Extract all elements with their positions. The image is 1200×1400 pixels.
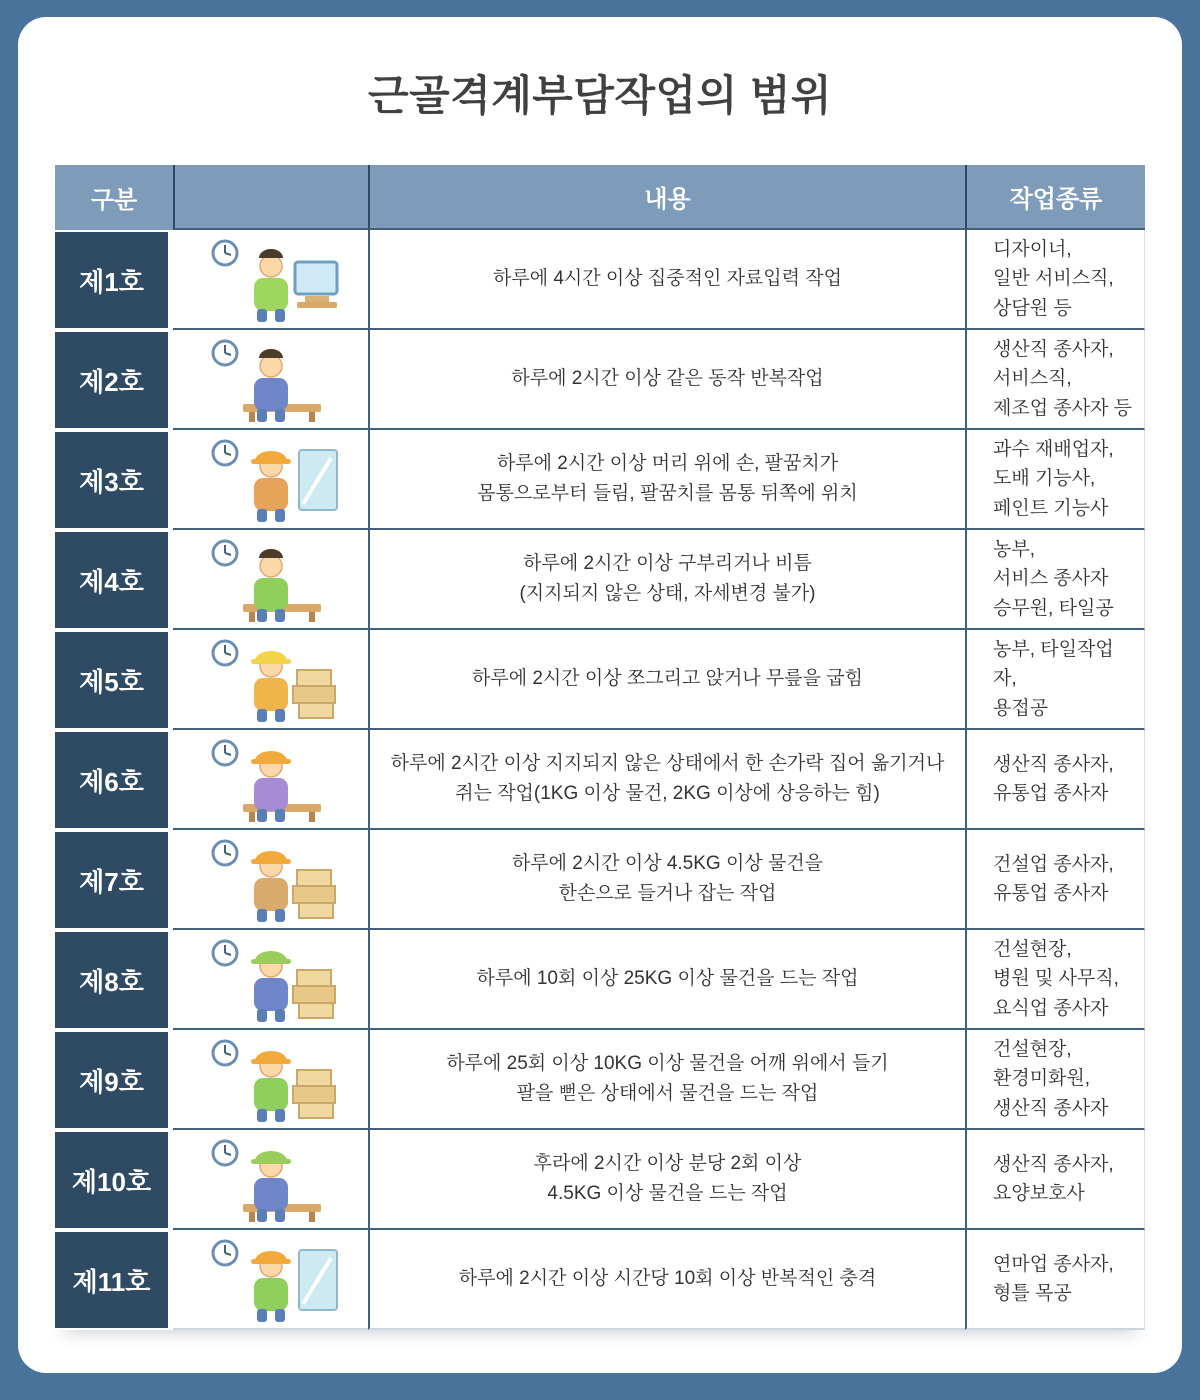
content-cell: [368, 530, 965, 630]
job-line: 서비스직,: [993, 368, 1072, 390]
column-header-3: 작업종류: [965, 165, 1145, 230]
job-line: 페인트 기능사: [993, 497, 1109, 519]
job-line: 환경미화원,: [993, 1068, 1091, 1090]
table-row: [55, 1030, 1145, 1130]
job-line: 병원 및 사무직,: [993, 968, 1119, 990]
table-row: [55, 630, 1145, 730]
table-row: [55, 1230, 1145, 1330]
job-line: 생산직 종사자,: [993, 1153, 1114, 1175]
content-cell: [368, 1130, 965, 1230]
table-row: [55, 930, 1145, 1030]
row-number-cell: 제7호: [55, 832, 168, 928]
table-row: [55, 730, 1145, 830]
row-number-cell: 제4호: [55, 532, 168, 628]
content-line: 하루에 2시간 이상 4.5KG 이상 물건을: [511, 852, 824, 874]
job-line: 생산직 종사자: [993, 1097, 1109, 1119]
content-line: 쥐는 작업(1KG 이상 물건, 2KG 이상에 상응하는 힘): [455, 783, 880, 804]
table-row: [55, 230, 1145, 330]
job-line: 건설현장,: [993, 938, 1072, 960]
job-line: 일반 서비스직,: [993, 268, 1114, 290]
job-line: 서비스 종사자: [993, 568, 1109, 590]
row-number-cell: 제1호: [55, 232, 168, 328]
row-number-cell: 제3호: [55, 432, 168, 528]
job-line: 연마업 종사자,: [993, 1253, 1114, 1275]
job-line: 과수 재배업자,: [993, 438, 1114, 460]
content-cell: [368, 330, 965, 430]
jobs-cell: [965, 330, 1145, 430]
content-line: 하루에 2시간 이상 지지되지 않은 상태에서 한 손가락 집어 옮기거나: [390, 752, 945, 774]
job-line: 제조업 종사자 등: [993, 397, 1133, 419]
column-header-0: 구분: [55, 165, 173, 230]
jobs-cell: [965, 730, 1145, 830]
page-title: 근골격계부담작업의 범위: [368, 72, 832, 119]
content-cell: [368, 930, 965, 1030]
jobs-cell: [965, 530, 1145, 630]
content-line: (지지되지 않은 상태, 자세변경 불가): [519, 583, 816, 604]
job-line: 건설현장,: [993, 1038, 1072, 1060]
worker-pushing-panel-icon: [173, 1230, 368, 1330]
content-line: 한손으로 들거나 잡는 작업: [558, 883, 777, 904]
job-line: 생산직 종사자,: [993, 338, 1114, 360]
job-line: 용접공: [993, 697, 1049, 719]
burden-work-table: [55, 165, 1145, 1330]
person-painting-ceiling-icon: [173, 430, 368, 530]
row-number-cell: 제5호: [55, 632, 168, 728]
person-bending-over-desk-icon: [173, 530, 368, 630]
row-number-cell: 제10호: [55, 1132, 168, 1228]
table-row: [55, 1130, 1145, 1230]
content-cell: [368, 230, 965, 330]
column-header-1: [173, 165, 368, 230]
worker-carrying-boxes-icon: [173, 930, 368, 1030]
content-line: 후라에 2시간 이상 분당 2회 이상: [533, 1152, 802, 1174]
content-line: 하루에 2시간 이상 쪼그리고 앉거나 무릎을 굽힘: [472, 667, 863, 689]
content-line: 하루에 2시간 이상 시간당 10회 이상 반복적인 충격: [458, 1267, 877, 1289]
content-line: 하루에 25회 이상 10KG 이상 물건을 어깨 위에서 들기: [446, 1052, 889, 1074]
content-line: 하루에 2시간 이상 같은 동작 반복작업: [511, 367, 824, 389]
jobs-cell: [965, 230, 1145, 330]
job-line: 건설업 종사자,: [993, 853, 1114, 875]
content-cell: [368, 730, 965, 830]
content-line: 하루에 10회 이상 25KG 이상 물건을 드는 작업: [476, 967, 859, 989]
worker-lifting-box-overhead-icon: [173, 1030, 368, 1130]
job-line: 도배 기능사,: [993, 468, 1096, 490]
table-row: [55, 530, 1145, 630]
job-line: 유통업 종사자: [993, 783, 1109, 804]
table-body: [55, 230, 1145, 1330]
row-number-cell: 제11호: [55, 1232, 168, 1328]
job-line: 요양보호사: [993, 1183, 1085, 1204]
content-line: 팔을 뻗은 상태에서 물건을 드는 작업: [516, 1083, 819, 1104]
table-row: [55, 830, 1145, 930]
content-cell: [368, 630, 965, 730]
content-card: [18, 17, 1182, 1373]
content-line: 하루에 2시간 이상 머리 위에 손, 팔꿈치가: [496, 452, 839, 474]
row-number-cell: 제2호: [55, 332, 168, 428]
worker-holding-object-one-hand-icon: [173, 830, 368, 930]
worker-picking-small-parts-at-desk-icon: [173, 730, 368, 830]
job-line: 유통업 종사자: [993, 883, 1109, 904]
content-cell: [368, 430, 965, 530]
worker-moving-items-at-counter-icon: [173, 1130, 368, 1230]
job-line: 요식업 종사자: [993, 997, 1109, 1019]
job-line: 승무원, 타일공: [993, 597, 1114, 619]
content-line: 몸통으로부터 들림, 팔꿈치를 몸통 뒤쪽에 위치: [477, 483, 858, 504]
jobs-cell: [965, 1130, 1145, 1230]
table-row: [55, 430, 1145, 530]
content-line: 하루에 2시간 이상 구부리거나 비틈: [523, 552, 812, 574]
content-cell: [368, 1230, 965, 1330]
row-number-cell: 제9호: [55, 1032, 168, 1128]
jobs-cell: [965, 1230, 1145, 1330]
job-line: 형틀 목공: [993, 1283, 1072, 1304]
job-line: 농부,: [993, 538, 1035, 560]
person-typing-at-computer-icon: [173, 230, 368, 330]
content-line: 하루에 4시간 이상 집중적인 자료입력 작업: [493, 267, 842, 289]
job-line: 농부, 타일작업자,: [993, 638, 1114, 690]
person-repetitive-work-at-table-icon: [173, 330, 368, 430]
job-line: 상담원 등: [993, 297, 1072, 319]
row-number-cell: 제8호: [55, 932, 168, 1028]
jobs-cell: [965, 630, 1145, 730]
row-number-cell: 제6호: [55, 732, 168, 828]
table-row: [55, 330, 1145, 430]
jobs-cell: [965, 830, 1145, 930]
content-line: 4.5KG 이상 물건을 드는 작업: [547, 1183, 788, 1204]
job-line: 디자이너,: [993, 238, 1072, 260]
jobs-cell: [965, 430, 1145, 530]
column-header-2: 내용: [368, 165, 965, 230]
content-cell: [368, 1030, 965, 1130]
worker-squatting-icon: [173, 630, 368, 730]
jobs-cell: [965, 1030, 1145, 1130]
job-line: 생산직 종사자,: [993, 753, 1114, 775]
table-header-row: [55, 165, 1145, 230]
content-cell: [368, 830, 965, 930]
jobs-cell: [965, 930, 1145, 1030]
